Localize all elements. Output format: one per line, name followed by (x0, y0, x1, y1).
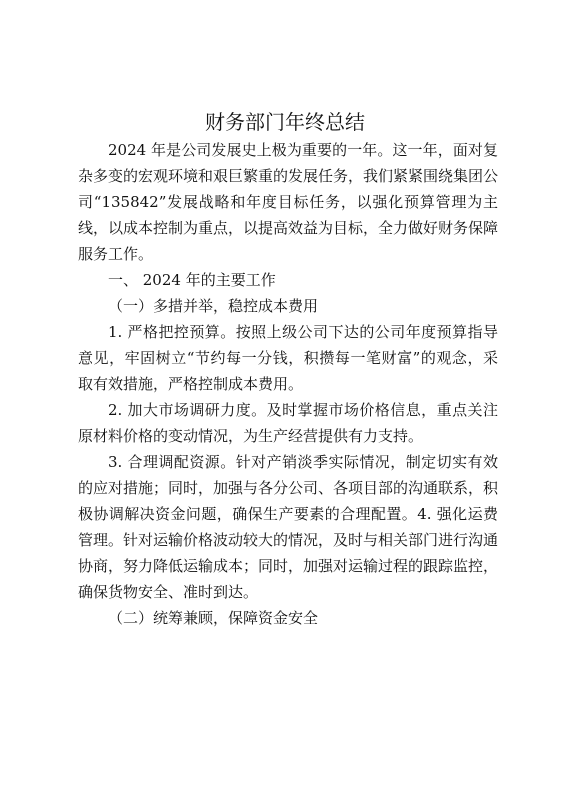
subsection-heading-fund-safety: （二）统筹兼顾，保障资金安全 (108, 609, 319, 627)
item-market-research: 2. 加大市场调研力度。及时掌握市场价格信息，重点关注原材料价格的变动情况，为生产经营提供有力支持。 (78, 401, 498, 445)
document-body (78, 137, 498, 631)
subsection-heading-cost-control: （一）多措并举，稳控成本费用 (108, 297, 319, 315)
intro-paragraph: 2024 年是公司发展史上极为重要的一年。这一年，面对复杂多变的宏观环境和艰巨繁重的发展任务，我们紧紧围绕集团公司“135842”发展战略和年度目标任务，以强化预算管理为主线，以成本控制为重点，以提高效益为目标，全力做好财务保障服务工作。 (78, 141, 499, 263)
document-title: 财务部门年终总结 (205, 110, 365, 134)
item-budget-control: 1. 严格把控预算。按照上级公司下达的公司年度预算指导意见，牢固树立“节约每一分钱，积攒每一笔财富”的观念，采取有效措施，严格控制成本费用。 (78, 323, 498, 393)
item-resource-allocation: 3. 合理调配资源。针对产销淡季实际情况，制定切实有效的应对措施；同时，加强与各分公司、各项目部的沟通联系，积极协调解决资金问题，确保生产要素的合理配置。4. 强化运费管理。针对运输价格波动较大的情况，及时与相关部门进行沟通协商，努力降低运输成本；同时，加强对运输过程的跟踪监控，确保货物安全、准时到达。 (78, 453, 499, 601)
section-heading-main-work: 一、 2024 年的主要工作 (108, 271, 276, 289)
